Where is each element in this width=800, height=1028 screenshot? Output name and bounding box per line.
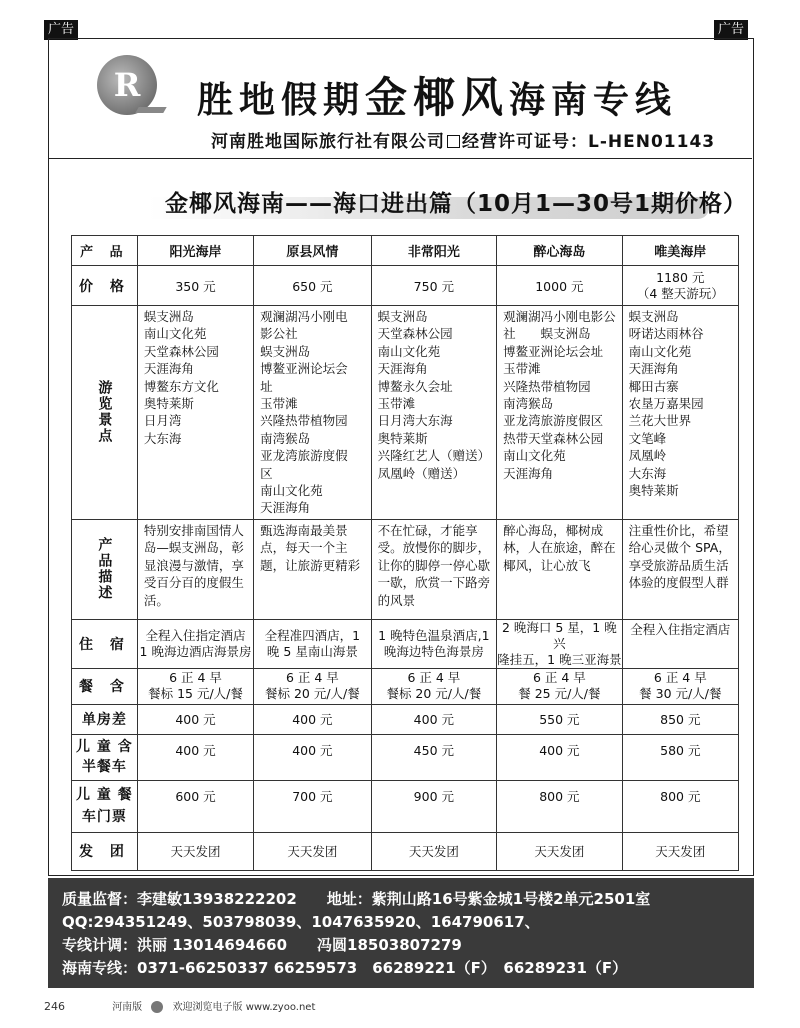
table-row-price: 价 格 350 元 650 元 750 元 1000 元 1180 元 （4 整天游玩） <box>72 266 739 306</box>
sights-cell <box>371 306 497 520</box>
child-cell: 450 元 <box>371 734 497 780</box>
table-row-depart: 发 团 天天发团 天天发团 天天发团 天天发团 天天发团 <box>72 832 739 870</box>
sight-item: 玉带滩 <box>260 396 298 412</box>
meal-cell: 6 正 4 早 餐 25 元/人/餐 <box>497 668 623 704</box>
edition-label: 河南版 <box>112 1002 143 1013</box>
brand-logo: R <box>97 55 157 115</box>
sight-item: 椰田古寨 <box>628 378 679 394</box>
sight-item: 博鳌亚洲论坛会 <box>260 361 348 377</box>
product-name: 醉心海岛 <box>497 236 623 266</box>
sight-item: 奥特莱斯 <box>628 483 679 499</box>
sights-cell <box>137 306 253 520</box>
sights-cell <box>254 306 371 520</box>
description-cell: 注重性价比，希望给心灵做个 SPA，享受旅游品质生活体验的度假型人群 <box>622 519 738 619</box>
single-cell: 850 元 <box>622 704 738 734</box>
page-number: 246 <box>44 1000 65 1013</box>
hotel-cell: 全程准四酒店，1 晚 5 星南山海景 <box>254 619 371 668</box>
slogan: 欢迎浏览电子版 <box>172 1002 243 1013</box>
header <box>49 39 752 159</box>
sights-cell <box>497 306 623 520</box>
ad-label-right: 广告 <box>714 20 748 40</box>
table-row-child: 儿 童 含 半餐车 400 元 400 元 450 元 400 元 580 元 <box>72 734 739 780</box>
company-line: 河南胜地国际旅行社有限公司 经营许可证号：L-HEN01143 <box>211 132 716 152</box>
single-cell: 400 元 <box>254 704 371 734</box>
sight-item: 玉带滩 <box>377 396 416 412</box>
table-row-product: 产 品 阳光海岸 原县风情 非常阳光 醉心海岛 唯美海岸 <box>72 236 739 266</box>
sight-item: 博鳌亚洲论坛会址 <box>503 343 604 359</box>
sight-item: 南山文化苑 <box>503 448 566 464</box>
sight-item: 蜈支洲岛 <box>377 309 428 324</box>
price-cell: 1180 元 （4 整天游玩） <box>622 266 738 306</box>
footer-hotline: 海南专线：0371-66250337 66259573 66289221（F） 66289231（F） <box>62 959 628 977</box>
subtitle-banner <box>109 185 748 221</box>
product-name: 原县风情 <box>254 236 371 266</box>
sight-item: 大东海 <box>628 465 667 481</box>
sight-item: 呀诺达雨林谷 <box>628 326 704 342</box>
price-cell: 650 元 <box>254 266 371 306</box>
child-ticket-cell: 800 元 <box>622 780 738 832</box>
sight-item: 农垦万嘉果园 <box>628 396 704 412</box>
hotel-cell: 全程入住指定酒店 <box>622 619 738 668</box>
ad-label-left: 广告 <box>44 20 78 40</box>
sight-item: 影公社 <box>260 326 298 342</box>
magazine-logo-icon <box>151 1001 163 1013</box>
sight-item: 博鳌永久会址 <box>377 378 453 394</box>
sight-item: 区 <box>260 465 273 481</box>
footer-qq: QQ:294351249、503798039、1047635920、164790617、 <box>62 913 540 931</box>
child-cell: 400 元 <box>254 734 371 780</box>
meal-cell: 6 正 4 早 餐 30 元/人/餐 <box>622 668 738 704</box>
footer-planners: 专线计调：洪丽 13014694660 冯圆18503807279 <box>62 936 462 954</box>
sight-item: 凤凰岭（赠送） <box>377 465 466 481</box>
contact-footer <box>48 878 754 988</box>
depart-cell: 天天发团 <box>371 832 497 870</box>
description-cell: 醉心海岛，椰树成林，人在旅途，醉在椰风，让心放飞 <box>497 519 623 619</box>
sight-item: 大东海 <box>143 430 182 446</box>
meal-cell: 6 正 4 早 餐标 20 元/人/餐 <box>254 668 371 704</box>
single-cell: 400 元 <box>371 704 497 734</box>
child-cell: 400 元 <box>497 734 623 780</box>
footer-quality-address: 质量监督：李建敏13938222202 地址：紫荆山路16号紫金城1号楼2单元2501室 <box>62 890 651 908</box>
depart-cell: 天天发团 <box>137 832 253 870</box>
child-ticket-cell: 600 元 <box>137 780 253 832</box>
description-cell: 甄选海南最美景点，每天一个主题，让旅游更精彩 <box>254 519 371 619</box>
product-name: 阳光海岸 <box>137 236 253 266</box>
table-row-meal: 餐 含 6 正 4 早 餐标 15 元/人/餐 6 正 4 早 餐标 20 元/人/餐 6 正 4 早 餐标 20 元/人/餐 6 正 4 早 餐 25 元/人/餐 6 正 4 早 餐 30 元/人/餐 <box>72 668 739 704</box>
sight-item: 天堂森林公园 <box>143 343 219 359</box>
child-cell: 580 元 <box>622 734 738 780</box>
sight-item: 天涯海角 <box>377 361 428 377</box>
sight-item: 社 蜈支洲岛 <box>503 326 591 342</box>
price-cell: 750 元 <box>371 266 497 306</box>
sight-item: 南山文化苑 <box>143 326 207 342</box>
sight-item: 观澜湖冯小刚电 <box>260 309 348 324</box>
table-row-single-supplement: 单房差 400 元 400 元 400 元 550 元 850 元 <box>72 704 739 734</box>
sight-item: 日月湾大东海 <box>377 413 453 429</box>
description-cell: 特别安排南国情人岛—蜈支洲岛，彰显浪漫与激情，享受百分百的度假生活。 <box>137 519 253 619</box>
sight-item: 亚龙湾旅游度假 <box>260 448 348 464</box>
brand-title: 胜地假期金椰风海南专线 <box>197 73 678 122</box>
sight-item: 天涯海角 <box>503 465 554 481</box>
product-name: 非常阳光 <box>371 236 497 266</box>
sight-item: 热带天堂森林公园 <box>503 430 604 446</box>
plane-icon <box>135 107 166 113</box>
single-cell: 550 元 <box>497 704 623 734</box>
sight-item: 南山文化苑 <box>260 483 323 499</box>
depart-cell: 天天发团 <box>497 832 623 870</box>
sight-item: 日月湾 <box>143 413 182 429</box>
sight-item: 观澜湖冯小刚电影公 <box>503 309 616 324</box>
depart-cell: 天天发团 <box>622 832 738 870</box>
sight-item: 兴隆热带植物园 <box>260 413 348 429</box>
sight-item: 奥特莱斯 <box>377 430 428 446</box>
sight-item: 址 <box>260 378 273 394</box>
table-row-description: 产品描述 特别安排南国情人岛—蜈支洲岛，彰显浪漫与激情，享受百分百的度假生活。 甄选海南最美景点，每天一个主题，让旅游更精彩 不在忙碌，才能享受。放慢你的脚步，让你的脚停一停心歇一歇，欣赏一下路旁的风景 醉心海岛，椰树成林，人在旅途，醉在椰风，让心放飞 注重性价比，希望给心灵做个 SPA，享受旅游品质生活体验的度假型人群 <box>72 519 739 619</box>
license-icon <box>447 135 460 148</box>
child-cell: 400 元 <box>137 734 253 780</box>
sight-item: 兴隆红艺人（赠送） <box>377 448 491 464</box>
meal-cell: 6 正 4 早 餐标 20 元/人/餐 <box>371 668 497 704</box>
sight-item: 蜈支洲岛 <box>628 309 679 324</box>
sights-cell <box>622 306 738 520</box>
sight-item: 兰花大世界 <box>628 413 692 429</box>
child-ticket-cell: 900 元 <box>371 780 497 832</box>
site-link[interactable]: www.zyoo.net <box>245 1002 316 1013</box>
single-cell: 400 元 <box>137 704 253 734</box>
sight-item: 亚龙湾旅游度假区 <box>503 413 604 429</box>
sight-item: 南湾猴岛 <box>503 396 554 412</box>
sight-item: 南山文化苑 <box>377 343 441 359</box>
price-cell: 1000 元 <box>497 266 623 306</box>
depart-cell: 天天发团 <box>254 832 371 870</box>
hotel-cell: 全程入住指定酒店 1 晚海边酒店海景房 <box>137 619 253 668</box>
table-row-sights: 游览景点 蜈支洲岛 南山文化苑 天堂森林公园 天涯海角 博鳌东方文化 奥特莱斯 日月湾 大东海 观澜湖冯小刚电 影公社 蜈支洲岛 博鳌亚洲论坛会 址 玉带滩 兴隆热带植物园 南湾猴岛 亚龙湾旅游度假 区 南山文化苑 天涯海角 蜈支洲岛 天堂森林公园 南山文化苑 天涯海角 博鳌永久会址 玉带滩 日月湾大东海 奥特莱斯 兴隆红艺人（赠送） 凤凰岭（赠送） 观澜湖冯小刚电影公 社 蜈支洲岛 博鳌亚洲论坛会址 玉带滩 兴隆热带植物园 南湾猴岛 亚龙湾旅游度假区 热带天堂森林公园 南山文化苑 天涯海角 蜈支洲岛 呀诺达雨林谷 南山文化苑 天涯海角 椰田古寨 农垦万嘉果园 兰花大世界 文笔峰 凤凰岭 大东海 奥特莱斯 <box>72 306 739 520</box>
price-table <box>71 235 739 871</box>
sight-item: 文笔峰 <box>628 430 667 446</box>
ad-frame <box>48 38 754 876</box>
sight-item: 蜈支洲岛 <box>260 343 311 359</box>
sight-item: 奥特莱斯 <box>143 396 194 412</box>
sight-item: 天涯海角 <box>260 500 311 516</box>
sight-item: 玉带滩 <box>503 361 541 377</box>
sight-item: 天堂森林公园 <box>377 326 453 342</box>
sight-item: 蜈支洲岛 <box>143 309 194 324</box>
child-ticket-cell: 800 元 <box>497 780 623 832</box>
price-cell: 350 元 <box>137 266 253 306</box>
description-cell: 不在忙碌，才能享受。放慢你的脚步，让你的脚停一停心歇一歇，欣赏一下路旁的风景 <box>371 519 497 619</box>
product-name: 唯美海岸 <box>622 236 738 266</box>
sight-item: 博鳌东方文化 <box>143 378 219 394</box>
meal-cell: 6 正 4 早 餐标 15 元/人/餐 <box>137 668 253 704</box>
sight-item: 兴隆热带植物园 <box>503 378 591 394</box>
table-row-child-ticket: 儿 童 餐 车门票 600 元 700 元 900 元 800 元 800 元 <box>72 780 739 832</box>
hotel-cell: 2 晚海口 5 星，1 晚兴 隆挂五，1 晚三亚海景 <box>497 619 622 667</box>
sight-item: 天涯海角 <box>143 361 194 377</box>
table-row-hotel: 住 宿 全程入住指定酒店 1 晚海边酒店海景房 全程准四酒店，1 晚 5 星南山海景 1 晚特色温泉酒店,1 晚海边特色海景房 2 晚海口 5 星，1 晚兴 隆挂五，1 晚三亚海景 全程入住指定酒店 <box>72 619 739 668</box>
page-subtitle: 金椰风海南——海口进出篇（10月1—30号1期价格） <box>165 191 748 217</box>
child-ticket-cell: 700 元 <box>254 780 371 832</box>
page-footer <box>44 998 315 1013</box>
sight-item: 天涯海角 <box>628 361 679 377</box>
sight-item: 南山文化苑 <box>628 343 692 359</box>
sight-item: 凤凰岭 <box>628 448 667 464</box>
sight-item: 南湾猴岛 <box>260 430 311 446</box>
hotel-cell: 1 晚特色温泉酒店,1 晚海边特色海景房 <box>371 619 497 668</box>
